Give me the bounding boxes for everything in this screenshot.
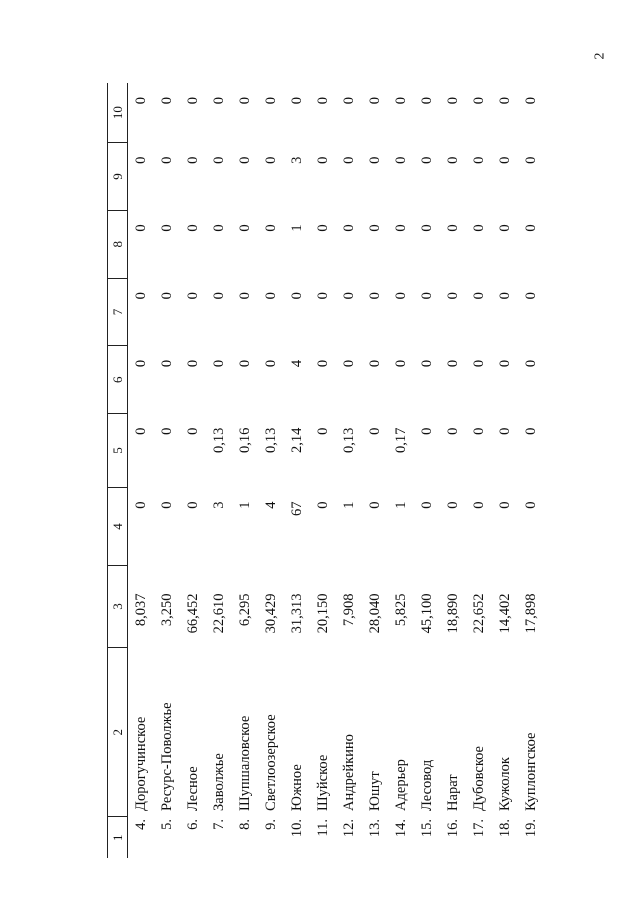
cell-col-6: 0 (444, 359, 461, 368)
cell-col-5: 0 (184, 427, 201, 435)
column-header-8: 8 (108, 210, 128, 278)
row-name-cell: Куплонгское (522, 732, 539, 811)
cell-col-10: 0 (340, 97, 357, 105)
cell-col-8: 0 (522, 224, 539, 232)
cell-col-3: 22,652 (470, 593, 487, 634)
cell-col-6: 0 (158, 359, 175, 368)
cell-col-7: 0 (392, 292, 409, 300)
row-number-cell: 12. (340, 818, 357, 838)
cell-col-6: 0 (210, 359, 227, 368)
cell-col-7: 0 (158, 292, 175, 300)
cell-col-3: 14,402 (496, 593, 513, 634)
row-name-cell: Ресурс-Поволжье (158, 702, 175, 811)
table-row (258, 83, 284, 858)
cell-col-7: 0 (184, 292, 201, 300)
cell-col-9: 0 (236, 156, 253, 164)
cell-col-10: 0 (314, 97, 331, 105)
row-name-cell: Дорогучинское (132, 716, 149, 811)
cell-col-5: 0,13 (210, 427, 227, 453)
cell-col-8: 0 (496, 224, 513, 232)
cell-col-10: 0 (210, 97, 227, 105)
table-row (518, 83, 544, 858)
row-name-cell: Лесное (184, 766, 201, 811)
page-number: 2 (592, 52, 608, 60)
cell-col-7: 0 (496, 292, 513, 300)
cell-col-8: 0 (392, 224, 409, 232)
table-row (154, 83, 180, 858)
column-header-1: 1 (108, 817, 128, 858)
cell-col-4: 0 (184, 501, 201, 509)
cell-col-4: 0 (418, 501, 435, 509)
column-header-4: 4 (108, 487, 128, 565)
cell-col-10: 0 (158, 97, 175, 105)
cell-col-4: 1 (340, 501, 357, 509)
cell-col-7: 0 (288, 292, 305, 300)
cell-col-3: 8,037 (132, 593, 149, 627)
column-header-9: 9 (108, 143, 128, 211)
cell-col-3: 6,295 (236, 593, 253, 627)
table-row (284, 83, 310, 858)
cell-col-4: 1 (392, 501, 409, 509)
table-row (336, 83, 362, 858)
cell-col-9: 0 (366, 156, 383, 164)
cell-col-8: 0 (340, 224, 357, 232)
cell-col-8: 0 (262, 224, 279, 232)
cell-col-5: 2,14 (288, 427, 305, 453)
row-name-cell: Шуйское (314, 754, 331, 811)
cell-col-4: 0 (132, 501, 149, 509)
cell-col-7: 0 (314, 292, 331, 300)
cell-col-5: 0,13 (340, 427, 357, 453)
row-name-cell: Адерьер (392, 759, 409, 811)
cell-col-4: 0 (366, 501, 383, 509)
cell-col-10: 0 (132, 97, 149, 105)
cell-col-9: 3 (288, 156, 305, 164)
cell-col-8: 1 (288, 224, 305, 232)
cell-col-6: 0 (522, 359, 539, 368)
cell-col-8: 0 (132, 224, 149, 232)
row-name-cell: Южное (288, 764, 305, 811)
cell-col-9: 0 (210, 156, 227, 164)
cell-col-9: 0 (496, 156, 513, 164)
cell-col-6: 0 (496, 359, 513, 368)
column-header-5: 5 (108, 414, 128, 488)
cell-col-4: 0 (522, 501, 539, 509)
cell-col-5: 0 (418, 427, 435, 435)
cell-col-8: 0 (418, 224, 435, 232)
column-header-10: 10 (108, 83, 128, 143)
cell-col-8: 0 (184, 224, 201, 232)
cell-col-3: 30,429 (262, 593, 279, 634)
cell-col-9: 0 (340, 156, 357, 164)
cell-col-5: 0 (444, 427, 461, 435)
cell-col-6: 0 (236, 359, 253, 368)
row-name-cell: Нарат (444, 774, 461, 811)
table-row (414, 83, 440, 858)
cell-col-5: 0,17 (392, 427, 409, 453)
cell-col-7: 0 (522, 292, 539, 300)
cell-col-7: 0 (236, 292, 253, 300)
cell-col-10: 0 (262, 97, 279, 105)
cell-col-5: 0 (470, 427, 487, 435)
cell-col-6: 0 (132, 359, 149, 368)
cell-col-10: 0 (366, 97, 383, 105)
cell-col-8: 0 (210, 224, 227, 232)
cell-col-9: 0 (314, 156, 331, 164)
cell-col-4: 3 (210, 501, 227, 509)
cell-col-9: 0 (184, 156, 201, 164)
row-name-cell: Светлоозерское (262, 714, 279, 811)
cell-col-9: 0 (470, 156, 487, 164)
cell-col-7: 0 (210, 292, 227, 300)
table-row (128, 83, 155, 858)
table-row (492, 83, 518, 858)
cell-col-3: 20,150 (314, 593, 331, 634)
cell-col-10: 0 (418, 97, 435, 105)
cell-col-7: 0 (470, 292, 487, 300)
cell-col-3: 28,040 (366, 593, 383, 634)
cell-col-5: 0 (366, 427, 383, 435)
cell-col-5: 0 (314, 427, 331, 435)
data-table-rotated (107, 83, 537, 858)
cell-col-4: 0 (314, 501, 331, 509)
cell-col-5: 0,16 (236, 427, 253, 453)
cell-col-9: 0 (132, 156, 149, 164)
row-number-cell: 6. (184, 818, 201, 830)
table-row (232, 83, 258, 858)
cell-col-10: 0 (184, 97, 201, 105)
cell-col-5: 0 (522, 427, 539, 435)
cell-col-3: 66,452 (184, 593, 201, 634)
cell-col-8: 0 (470, 224, 487, 232)
cell-col-9: 0 (262, 156, 279, 164)
cell-col-3: 5,825 (392, 593, 409, 627)
cell-col-10: 0 (392, 97, 409, 105)
cell-col-8: 0 (236, 224, 253, 232)
cell-col-6: 0 (418, 359, 435, 368)
header-row (108, 83, 128, 858)
cell-col-9: 0 (418, 156, 435, 164)
cell-col-5: 0 (496, 427, 513, 435)
cell-col-10: 0 (496, 97, 513, 105)
cell-col-6: 4 (288, 359, 305, 368)
cell-col-5: 0,13 (262, 427, 279, 453)
column-header-3: 3 (108, 565, 128, 647)
row-number-cell: 11. (314, 818, 331, 837)
row-name-cell: Шупшаловское (236, 715, 253, 811)
row-name-cell: Дубовское (470, 746, 487, 811)
row-number-cell: 10. (288, 818, 305, 838)
row-name-cell: Заволжье (210, 753, 227, 811)
cell-col-6: 0 (340, 359, 357, 368)
cell-col-7: 0 (132, 292, 149, 300)
cell-col-7: 0 (366, 292, 383, 300)
cell-col-4: 4 (262, 501, 279, 509)
cell-col-4: 0 (470, 501, 487, 509)
cell-col-4: 1 (236, 501, 253, 509)
cell-col-6: 0 (314, 359, 331, 368)
cell-col-10: 0 (470, 97, 487, 105)
row-name-cell: Кужолок (496, 757, 513, 811)
table-row (362, 83, 388, 858)
table-body (128, 83, 545, 858)
row-number-cell: 7. (210, 818, 227, 830)
cell-col-3: 18,890 (444, 593, 461, 634)
row-number-cell: 18. (496, 818, 513, 838)
table-row (440, 83, 466, 858)
cell-col-4: 0 (444, 501, 461, 509)
cell-col-8: 0 (444, 224, 461, 232)
row-number-cell: 8. (236, 818, 253, 830)
cell-col-3: 45,100 (418, 593, 435, 634)
row-name-cell: Андрейкино (340, 734, 357, 811)
column-header-2: 2 (108, 648, 128, 817)
row-number-cell: 19. (522, 818, 539, 838)
cell-col-8: 0 (314, 224, 331, 232)
cell-col-6: 0 (392, 359, 409, 368)
cell-col-6: 0 (184, 359, 201, 368)
cell-col-10: 0 (522, 97, 539, 105)
cell-col-3: 7,908 (340, 593, 357, 627)
table-row (206, 83, 232, 858)
cell-col-10: 0 (444, 97, 461, 105)
cell-col-4: 67 (288, 501, 305, 516)
column-header-7: 7 (108, 278, 128, 346)
row-name-cell: Лесовод (418, 759, 435, 811)
cell-col-6: 0 (366, 359, 383, 368)
table-row (180, 83, 206, 858)
cell-col-10: 0 (236, 97, 253, 105)
cell-col-4: 0 (158, 501, 175, 509)
cell-col-7: 0 (262, 292, 279, 300)
cell-col-8: 0 (158, 224, 175, 232)
row-number-cell: 17. (470, 818, 487, 838)
cell-col-7: 0 (340, 292, 357, 300)
row-number-cell: 9. (262, 818, 279, 830)
cell-col-9: 0 (158, 156, 175, 164)
cell-col-3: 17,898 (522, 593, 539, 634)
table-row (388, 83, 414, 858)
row-number-cell: 16. (444, 818, 461, 838)
cell-col-3: 22,610 (210, 593, 227, 634)
cell-col-9: 0 (522, 156, 539, 164)
table-row (466, 83, 492, 858)
cell-col-7: 0 (444, 292, 461, 300)
column-header-6: 6 (108, 346, 128, 414)
row-name-cell: Юшут (366, 771, 383, 811)
cell-col-6: 0 (262, 359, 279, 368)
table-row (310, 83, 336, 858)
row-number-cell: 4. (132, 818, 149, 830)
cell-col-8: 0 (366, 224, 383, 232)
row-number-cell: 13. (366, 818, 383, 838)
data-table (107, 83, 544, 858)
cell-col-4: 0 (496, 501, 513, 509)
cell-col-9: 0 (444, 156, 461, 164)
cell-col-5: 0 (132, 427, 149, 435)
row-number-cell: 5. (158, 818, 175, 830)
cell-col-3: 3,250 (158, 593, 175, 627)
cell-col-6: 0 (470, 359, 487, 368)
cell-col-9: 0 (392, 156, 409, 164)
cell-col-5: 0 (158, 427, 175, 435)
row-number-cell: 14. (392, 818, 409, 838)
cell-col-7: 0 (418, 292, 435, 300)
cell-col-3: 31,313 (288, 593, 305, 634)
cell-col-10: 0 (288, 97, 305, 105)
row-number-cell: 15. (418, 818, 435, 838)
